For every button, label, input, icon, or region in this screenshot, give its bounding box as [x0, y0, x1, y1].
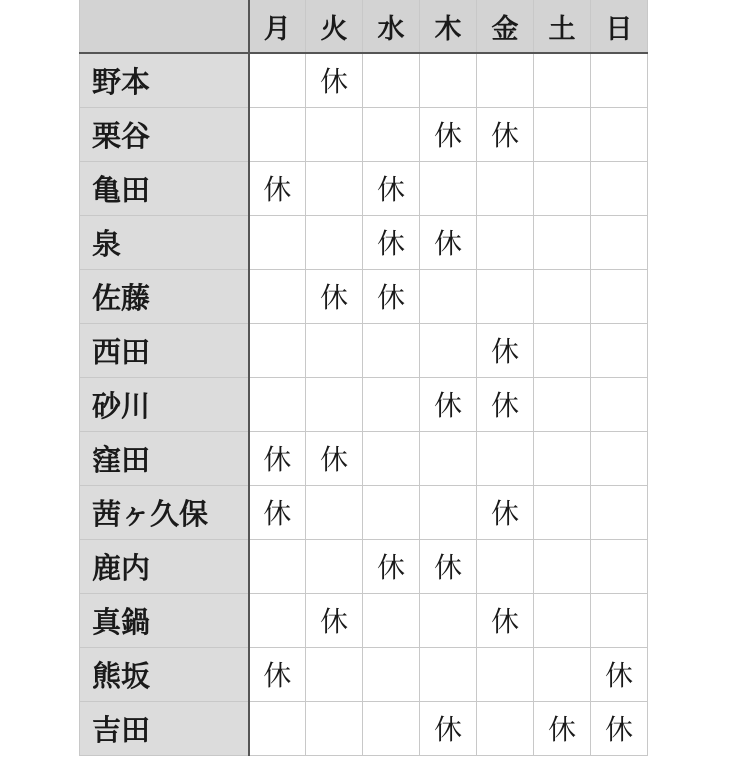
table-row	[80, 269, 648, 323]
table-row	[80, 539, 648, 593]
day-cell-sun	[591, 377, 648, 431]
day-cell-sat	[534, 323, 591, 377]
day-cell-thu: 休	[420, 107, 477, 161]
day-cell-sat	[534, 593, 591, 647]
day-cell-mon	[249, 53, 306, 107]
day-cell-sun	[591, 431, 648, 485]
table-row	[80, 53, 648, 107]
day-cell-thu	[420, 593, 477, 647]
day-cell-tue	[306, 215, 363, 269]
day-cell-thu	[420, 647, 477, 701]
day-cell-mon	[249, 269, 306, 323]
employee-name: 真鍋	[80, 593, 249, 647]
table-row	[80, 377, 648, 431]
day-cell-thu: 休	[420, 215, 477, 269]
day-cell-wed	[363, 647, 420, 701]
day-cell-mon	[249, 377, 306, 431]
day-cell-wed	[363, 53, 420, 107]
day-cell-fri	[477, 215, 534, 269]
day-cell-mon	[249, 701, 306, 755]
table-row	[80, 431, 648, 485]
day-cell-fri	[477, 539, 534, 593]
day-cell-thu	[420, 431, 477, 485]
day-header-thu: 木	[420, 0, 477, 53]
day-cell-thu	[420, 323, 477, 377]
day-cell-fri: 休	[477, 485, 534, 539]
day-cell-tue: 休	[306, 269, 363, 323]
day-cell-fri	[477, 431, 534, 485]
day-cell-sun: 休	[591, 701, 648, 755]
employee-name: 泉	[80, 215, 249, 269]
employee-name: 窪田	[80, 431, 249, 485]
day-cell-fri: 休	[477, 377, 534, 431]
day-cell-wed	[363, 377, 420, 431]
day-cell-thu: 休	[420, 377, 477, 431]
day-header-sun: 日	[591, 0, 648, 53]
day-cell-fri	[477, 53, 534, 107]
employee-name: 野本	[80, 53, 249, 107]
day-cell-sun	[591, 593, 648, 647]
day-cell-sat	[534, 647, 591, 701]
table-row	[80, 647, 648, 701]
day-cell-tue	[306, 161, 363, 215]
day-cell-mon	[249, 539, 306, 593]
day-cell-wed: 休	[363, 161, 420, 215]
day-cell-wed: 休	[363, 215, 420, 269]
day-header-fri: 金	[477, 0, 534, 53]
day-cell-fri	[477, 161, 534, 215]
day-cell-tue: 休	[306, 593, 363, 647]
employee-name: 栗谷	[80, 107, 249, 161]
employee-name: 砂川	[80, 377, 249, 431]
day-cell-wed	[363, 701, 420, 755]
day-cell-fri: 休	[477, 593, 534, 647]
employee-name: 茜ヶ久保	[80, 485, 249, 539]
employee-name: 佐藤	[80, 269, 249, 323]
day-cell-fri: 休	[477, 107, 534, 161]
day-cell-thu: 休	[420, 539, 477, 593]
day-cell-sat	[534, 269, 591, 323]
day-cell-tue: 休	[306, 53, 363, 107]
day-cell-sun	[591, 161, 648, 215]
day-cell-sun	[591, 485, 648, 539]
day-cell-sat	[534, 539, 591, 593]
day-cell-wed	[363, 593, 420, 647]
table-row	[80, 485, 648, 539]
day-cell-mon: 休	[249, 161, 306, 215]
day-cell-tue	[306, 377, 363, 431]
day-cell-tue	[306, 647, 363, 701]
day-cell-sat: 休	[534, 701, 591, 755]
day-cell-tue	[306, 107, 363, 161]
day-cell-sun	[591, 107, 648, 161]
day-cell-mon	[249, 323, 306, 377]
day-cell-sun: 休	[591, 647, 648, 701]
day-cell-mon: 休	[249, 647, 306, 701]
day-cell-mon: 休	[249, 431, 306, 485]
day-cell-tue	[306, 485, 363, 539]
day-cell-tue: 休	[306, 431, 363, 485]
header-row	[80, 0, 648, 53]
shift-table	[79, 0, 648, 756]
day-cell-sat	[534, 107, 591, 161]
employee-name: 吉田	[80, 701, 249, 755]
day-cell-sun	[591, 323, 648, 377]
day-cell-wed	[363, 323, 420, 377]
day-cell-sun	[591, 53, 648, 107]
table-row	[80, 323, 648, 377]
day-cell-wed: 休	[363, 269, 420, 323]
day-cell-sun	[591, 539, 648, 593]
employee-name: 亀田	[80, 161, 249, 215]
day-cell-mon	[249, 215, 306, 269]
table-row	[80, 215, 648, 269]
day-cell-thu	[420, 53, 477, 107]
day-cell-tue	[306, 539, 363, 593]
day-cell-thu	[420, 161, 477, 215]
day-cell-wed	[363, 431, 420, 485]
employee-name: 西田	[80, 323, 249, 377]
corner-cell	[80, 0, 249, 53]
day-cell-tue	[306, 701, 363, 755]
day-header-mon: 月	[249, 0, 306, 53]
day-cell-sun	[591, 269, 648, 323]
day-header-wed: 水	[363, 0, 420, 53]
table-body	[80, 53, 648, 755]
day-cell-thu	[420, 485, 477, 539]
day-cell-sat	[534, 377, 591, 431]
employee-name: 鹿内	[80, 539, 249, 593]
day-cell-wed: 休	[363, 539, 420, 593]
table-row	[80, 107, 648, 161]
day-cell-sun	[591, 215, 648, 269]
table-row	[80, 161, 648, 215]
day-cell-fri	[477, 701, 534, 755]
day-cell-fri	[477, 269, 534, 323]
day-cell-wed	[363, 485, 420, 539]
day-cell-mon	[249, 593, 306, 647]
day-cell-sat	[534, 161, 591, 215]
day-cell-sat	[534, 215, 591, 269]
table-row	[80, 593, 648, 647]
day-cell-sat	[534, 53, 591, 107]
day-cell-fri: 休	[477, 323, 534, 377]
day-header-sat: 土	[534, 0, 591, 53]
day-cell-sat	[534, 431, 591, 485]
day-cell-mon	[249, 107, 306, 161]
day-cell-wed	[363, 107, 420, 161]
table-row	[80, 701, 648, 755]
day-cell-thu	[420, 269, 477, 323]
employee-name: 熊坂	[80, 647, 249, 701]
day-header-tue: 火	[306, 0, 363, 53]
day-cell-tue	[306, 323, 363, 377]
day-cell-thu: 休	[420, 701, 477, 755]
day-cell-fri	[477, 647, 534, 701]
day-cell-sat	[534, 485, 591, 539]
day-cell-mon: 休	[249, 485, 306, 539]
